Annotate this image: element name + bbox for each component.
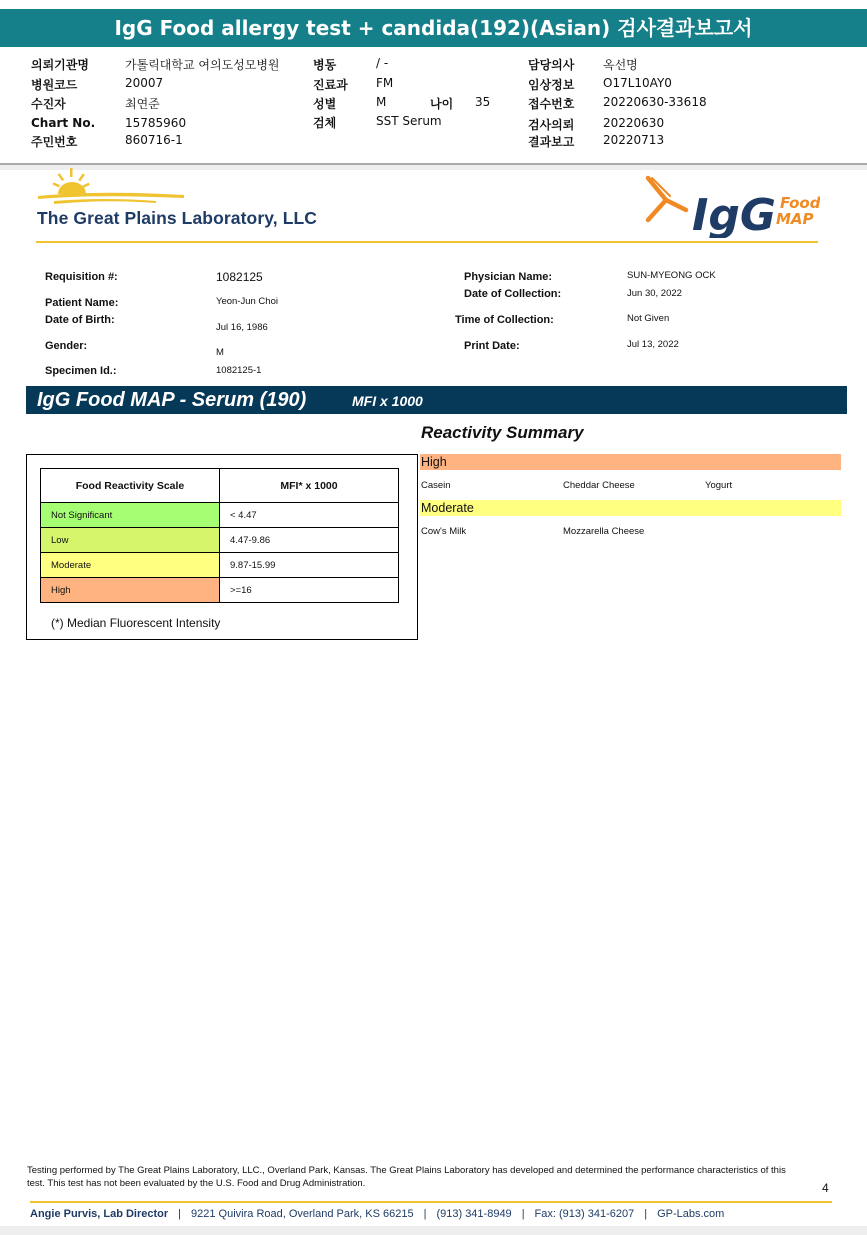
header-label: 의뢰기관명 — [31, 58, 89, 72]
lab-name: The Great Plains Laboratory, LLC — [37, 208, 318, 228]
specimen-label: Specimen Id.: — [45, 365, 117, 377]
section-subtitle: MFI x 1000 — [352, 393, 423, 409]
scale-header-level: Food Reactivity Scale — [41, 469, 220, 503]
section-title: IgG Food MAP - Serum (190) — [37, 389, 307, 411]
sun-logo-icon — [36, 168, 186, 208]
reactivity-scale-box — [26, 454, 418, 640]
header-value: FM — [376, 76, 394, 90]
gender-value: M — [216, 347, 224, 358]
header-label: 병동 — [313, 58, 337, 72]
logo-map-text: MAP — [776, 210, 814, 228]
footer-divider — [30, 1201, 832, 1203]
logo-igg-text: IgG — [692, 190, 776, 238]
scale-footnote: (*) Median Fluorescent Intensity — [51, 616, 221, 630]
lab-phone: (913) 341-8949 — [436, 1208, 512, 1220]
header-value: 최연준 — [125, 97, 160, 111]
header-value: 860716-1 — [125, 133, 183, 147]
scale-row — [41, 528, 399, 553]
header-value: 20220630-33618 — [603, 95, 707, 109]
header-value: M — [376, 95, 387, 109]
lab-address: 9221 Quivira Road, Overland Park, KS 66215 — [191, 1208, 414, 1220]
header-value: SST Serum — [376, 114, 442, 128]
logo-food-text: Food — [780, 194, 820, 212]
header-label: 검체 — [313, 116, 337, 130]
scale-level-cell: Moderate — [41, 553, 220, 578]
dob-value: Jul 16, 1986 — [216, 322, 268, 333]
scale-row — [41, 503, 399, 528]
header-label: 수진자 — [31, 97, 66, 111]
header-value: 옥선명 — [603, 58, 638, 72]
header-label: Chart No. — [31, 116, 96, 130]
lab-director: Angie Purvis, Lab Director — [30, 1208, 169, 1220]
high-food-item: Yogurt — [705, 480, 733, 491]
reactivity-scale-table — [40, 468, 399, 603]
section-header-bar — [26, 386, 847, 414]
print-date-value: Jul 13, 2022 — [627, 339, 679, 350]
header-value: 20007 — [125, 76, 164, 90]
moderate-food-item: Cow's Milk — [421, 526, 467, 537]
age-label: 나이 — [430, 97, 454, 111]
moderate-food-item: Mozzarella Cheese — [563, 526, 645, 537]
header-value: / - — [376, 56, 389, 70]
scale-range-cell: 4.47-9.86 — [220, 528, 399, 553]
dob-label: Date of Birth: — [45, 314, 115, 326]
high-band: High — [420, 454, 841, 470]
report-title: IgG Food allergy test + candida(192)(Asian) 검사결과보고서 — [0, 9, 867, 47]
logo-divider — [36, 241, 818, 243]
header-label: 결과보고 — [528, 135, 575, 149]
specimen-value: 1082125-1 — [216, 365, 262, 376]
scale-range-cell: >=16 — [220, 578, 399, 603]
header-label: 접수번호 — [528, 97, 575, 111]
lab-fax: Fax: (913) 341-6207 — [534, 1208, 635, 1220]
header-value: 20220630 — [603, 116, 665, 130]
header-label: 병원코드 — [31, 78, 78, 92]
scale-level-cell: High — [41, 578, 220, 603]
footer-contact-line: Angie Purvis, Lab Director | 9221 Quivira Road, Overland Park, KS 66215 | (913) 341-8949 | Fax: (913) 341-6207 | GP-Labs.com — [30, 1208, 725, 1220]
page-number: 4 — [822, 1181, 829, 1195]
scale-range-cell: < 4.47 — [220, 503, 399, 528]
header-label: 담당의사 — [528, 58, 575, 72]
header-value: 20220713 — [603, 133, 665, 147]
age-value: 35 — [475, 95, 491, 109]
disclaimer: Testing performed by The Great Plains Laboratory, LLC., Overland Park, Kansas. The Great Plains Laboratory has developed and determined the performance characteristics of this test. This test has not been evaluated by the U.S. Food and Drug Administration. — [27, 1165, 786, 1189]
scale-row — [41, 553, 399, 578]
physician-value: SUN-MYEONG OCK — [627, 270, 716, 281]
high-food-item: Casein — [421, 480, 451, 491]
scale-range-cell: 9.87-15.99 — [220, 553, 399, 578]
reactivity-summary-title: Reactivity Summary — [421, 423, 584, 442]
physician-label: Physician Name: — [464, 271, 553, 283]
igg-food-map-logo — [640, 172, 820, 238]
collection-date-label: Date of Collection: — [464, 288, 562, 300]
header-value: 가톨릭대학교 여의도성모병원 — [125, 58, 280, 72]
header-value: O17L10AY0 — [603, 76, 672, 90]
moderate-band: Moderate — [420, 500, 841, 516]
collection-time-label: Time of Collection: — [455, 314, 554, 326]
header-label: 성별 — [313, 97, 337, 111]
header-label: 임상정보 — [528, 78, 575, 92]
page-gap — [0, 1226, 867, 1235]
collection-time-value: Not Given — [627, 313, 670, 324]
scale-level-cell: Not Significant — [41, 503, 220, 528]
requisition-label: Requisition #: — [45, 271, 118, 283]
header-label: 주민번호 — [31, 135, 78, 149]
collection-date-value: Jun 30, 2022 — [627, 288, 682, 299]
patient-name-value: Yeon-Jun Choi — [216, 296, 278, 307]
scale-row — [41, 578, 399, 603]
requisition-value: 1082125 — [216, 270, 263, 284]
header-label: 진료과 — [313, 78, 348, 92]
high-food-item: Cheddar Cheese — [563, 480, 635, 491]
scale-level-cell: Low — [41, 528, 220, 553]
gender-label: Gender: — [45, 340, 88, 352]
patient-name-label: Patient Name: — [45, 297, 119, 309]
print-date-label: Print Date: — [464, 340, 520, 352]
header-value: 15785960 — [125, 116, 187, 130]
lab-website[interactable]: GP-Labs.com — [657, 1208, 725, 1220]
header-label: 검사의뢰 — [528, 118, 575, 132]
scale-header-mfi: MFI* x 1000 — [220, 469, 399, 503]
